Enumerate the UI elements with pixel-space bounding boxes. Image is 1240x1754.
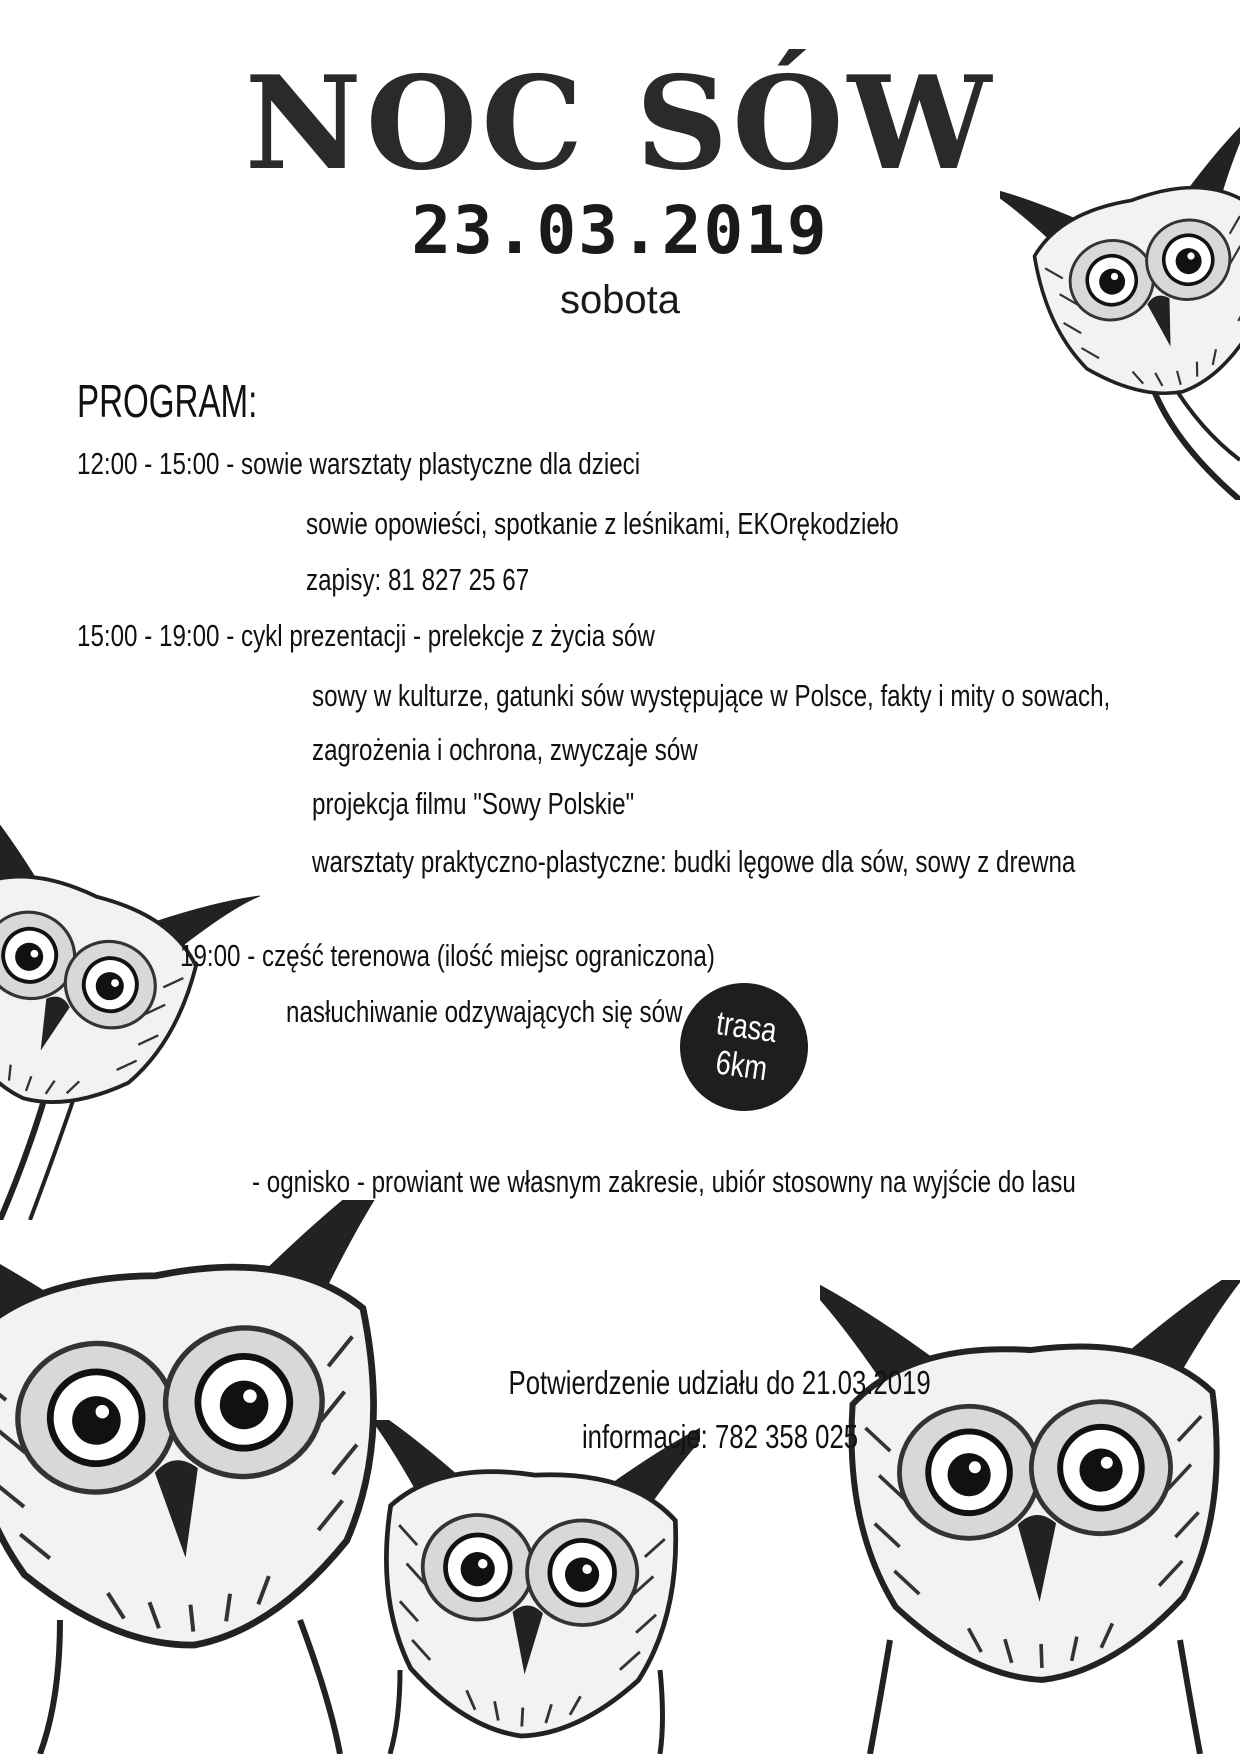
info-note: [0, 1420, 1240, 1453]
program-line: nasłuchiwanie odzywających się sów: [286, 994, 683, 1029]
badge-line-1: trasa: [714, 1004, 780, 1051]
info-text: informacje: 782 358 025: [581, 1418, 859, 1455]
confirmation-note: [0, 1366, 1240, 1399]
confirmation-text: Potwierdzenie udziału do 21.03.2019: [508, 1364, 932, 1401]
program-line: sowie opowieści, spotkanie z leśnikami, EKOrękodzieło: [306, 506, 899, 541]
program-line: zapisy: 81 827 25 67: [306, 562, 530, 597]
owl-illustration-left: [0, 800, 260, 1220]
program-line: zagrożenia i ochrona, zwyczaje sów: [312, 732, 698, 767]
event-day: sobota: [559, 278, 681, 322]
event-title: NOC SÓW: [244, 49, 996, 199]
program-line: 19:00 - część terenowa (ilość miejsc ograniczona): [180, 938, 715, 973]
event-date: 23.03.2019: [411, 192, 829, 269]
program-heading: PROGRAM:: [77, 375, 258, 427]
badge-line-2: 6km: [713, 1043, 770, 1089]
owl-illustration-bottom-right: [820, 1280, 1240, 1754]
program-line: warsztaty praktyczno-plastyczne: budki lęgowe dla sów, sowy z drewna: [312, 844, 1076, 879]
program-line: projekcja filmu "Sowy Polskie": [312, 786, 635, 821]
program-line: sowy w kulturze, gatunki sów występujące w Polsce, fakty i mity o sowach,: [312, 678, 1111, 713]
program-line: - ognisko - prowiant we własnym zakresie, ubiór stosowny na wyjście do lasu: [252, 1164, 1076, 1199]
owl-illustration-bottom-center: [360, 1420, 700, 1754]
route-length-badge: [672, 975, 817, 1120]
program-line: 15:00 - 19:00 - cykl prezentacji - prelekcje z życia sów: [77, 618, 655, 653]
program-line: 12:00 - 15:00 - sowie warsztaty plastyczne dla dzieci: [77, 446, 641, 481]
